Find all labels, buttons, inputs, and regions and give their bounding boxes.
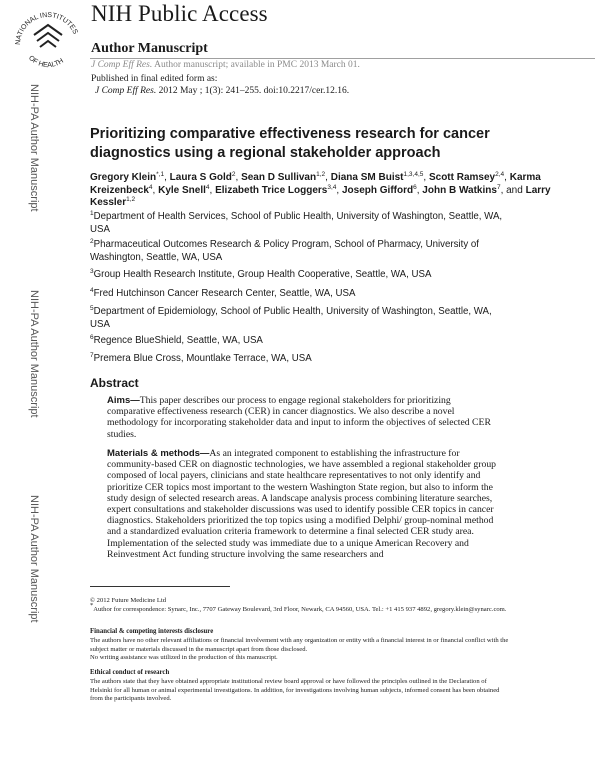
- svg-text:NATIONAL INSTITUTES: NATIONAL INSTITUTES: [14, 11, 79, 46]
- availability-text: Author manuscript; available in PMC 2013 March 01.: [154, 60, 360, 70]
- affiliation-4: $^4$Fred Hutchinson Cancer Research Center, Seattle, WA, USA: [90, 287, 356, 299]
- side-label-3: NIH-PA Author Manuscript: [28, 495, 40, 623]
- abstract-heading: Abstract: [90, 376, 139, 390]
- aims-label: Aims—: [107, 395, 140, 406]
- header-divider: [90, 58, 595, 59]
- side-label-1: NIH-PA Author Manuscript: [28, 84, 40, 212]
- abstract-materials-methods: [107, 448, 500, 560]
- copyright-note: © 2012 Future Medicine Ltd: [90, 597, 167, 604]
- aims-text: This paper describes our process to engage regional stakeholders for prioritizing comparative effectiveness research (CER) in cancer diagnostics. We also describe a novel methodology for incorporating stakeholder data and input to inform the objectives of selected CER studies.: [107, 395, 491, 440]
- financial-disclosure-heading: Financial & competing interests disclosure: [90, 628, 214, 635]
- citation-details: 2012 May ; 1(3): 241–255. doi:10.2217/cer.12.16.: [158, 86, 350, 96]
- nih-seal-logo: [10, 1, 86, 77]
- article-title: Prioritizing comparative effectiveness research for cancer diagnostics using a regional stakeholder approach: [90, 126, 490, 161]
- svg-text:OF HEALTH: OF HEALTH: [27, 54, 65, 70]
- side-label-2: NIH-PA Author Manuscript: [28, 290, 40, 418]
- affiliation-1: $^1$Department of Health Services, School of Public Health, University of Washington, Seattle, WA, USA: [90, 210, 503, 235]
- writing-assistance-text: No writing assistance was utilized in the production of this manuscript.: [90, 654, 278, 662]
- footnote-divider: [90, 586, 230, 587]
- materials-methods-text: As an integrated component to establishing the infrastructure for community-based CER on diagnostic technologies, we have assembled a regional stakeholder group composed of local payers, clinicians and state healthcare representatives to not only identify and prioritize CER topics most important to the western Washington State region, but also to inform the study design of selected research areas. A landscape analysis process combining literature searches, expert consultations and stakeholder discussions was used to identify possible CER topics in cancer diagnostics. Stakeholders prioritized the top topics using a modified Delphi/ group-nominal method and a standardized evaluation criteria framework to determine a final selected CER study area. Implementation of the selected study was immediate due to a unique American Recovery and Reinvestment Act funding structure involving the same researchers and: [107, 448, 497, 560]
- eagle-icon: [34, 25, 62, 47]
- materials-methods-label: Materials & methods—: [107, 448, 210, 459]
- citation[interactable]: [95, 86, 349, 96]
- correspondence-note: *Author for correspondence: Synarc, Inc., 7707 Gateway Boulevard, 3rd Floor, Newark, CA 94560, USA. Tel.: +1 415 937 4892, gregory.klein@synarc.com.: [90, 602, 507, 613]
- author-manuscript-label: Author Manuscript: [91, 41, 208, 56]
- ethical-conduct-text: The authors state that they have obtained appropriate institutional review board approval or have followed the principles outlined in the Declaration of Helsinki for all human or animal experimental investigations. In addition, for investigations involving human subjects, informed consent has been obtained from the participants involved.: [90, 678, 500, 703]
- affiliation-2: $^2$Pharmaceutical Outcomes Research & Policy Program, School of Pharmacy, University of Washington, Seattle, WA, USA: [90, 238, 479, 263]
- citation-journal: J Comp Eff Res.: [95, 86, 157, 96]
- financial-disclosure-text: The authors have no other relevant affiliations or financial involvement with any organization or entity with a financial interest in or financial conflict with the subject matter or materials discussed in the manuscript apart from those disclosed. No writing assistance was utilized in the production of this manuscript.: [90, 637, 509, 662]
- journal-abbrev: J Comp Eff Res.: [91, 60, 153, 70]
- ethical-conduct-heading: Ethical conduct of research: [90, 669, 170, 676]
- affiliation-6: $^6$Regence BlueShield, Seattle, WA, USA: [90, 334, 263, 346]
- availability-line: [91, 60, 360, 70]
- nih-public-access-title: NIH Public Access: [91, 1, 268, 26]
- abstract-aims: [107, 395, 500, 440]
- affiliation-5: $^5$Department of Epidemiology, School of Public Health, University of Washington, Seattle, WA, USA: [90, 305, 492, 330]
- published-note: Published in final edited form as:: [91, 74, 218, 84]
- affiliation-3: $^3$Group Health Research Institute, Group Health Cooperative, Seattle, WA, USA: [90, 268, 432, 280]
- affiliation-7: $^7$Premera Blue Cross, Mountlake Terrace, WA, USA: [90, 352, 312, 364]
- author-list: Gregory Klein$^{*,1}$, Laura S Gold$^2$, Sean D Sullivan$^{1,2}$, Diana SM Buist$^{1,3,4,5}$, Scott Ramsey$^{2,4}$, Karma Kreizenbeck$^4$, Kyle Snell$^4$, Elizabeth Trice Loggers$^{3,4}$, Joseph Gifford$^6$, John B Watkins$^7$, and Larry Kessler$^{1,2}$: [90, 171, 551, 209]
